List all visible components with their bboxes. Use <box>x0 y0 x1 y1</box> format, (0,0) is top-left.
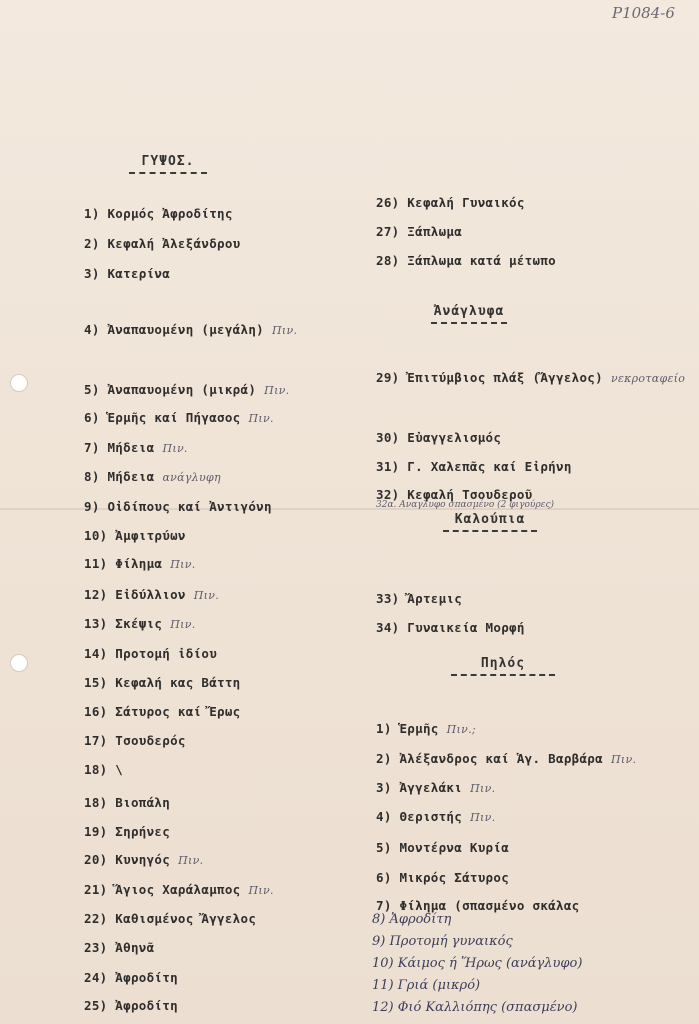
punch-hole-bottom <box>10 654 28 672</box>
list-item <box>84 322 297 337</box>
handwritten-annotation: Πιν. <box>248 412 274 425</box>
list-item <box>376 751 636 766</box>
list-item <box>84 236 241 251</box>
item-label: 31) Γ. Χαλεπᾶς καί Εἰρήνη <box>376 459 572 474</box>
item-label: 24) Ἀφροδίτη <box>84 970 178 985</box>
list-item <box>84 206 233 221</box>
list-item <box>84 556 196 571</box>
item-label: 6) Ἑρμῆς καί Πήγασος <box>84 410 241 425</box>
handwritten-annotation: Πιν. <box>178 854 204 867</box>
item-label: 27) Ξάπλωμα <box>376 224 463 239</box>
handwritten-annotation: Πιν. <box>610 753 637 766</box>
handwritten-annotation: Πιν. <box>470 811 496 824</box>
item-label: 11) Φίλημα <box>84 556 163 571</box>
list-item <box>84 852 203 867</box>
item-label: 7) Μήδεια <box>84 440 155 455</box>
item-label: 14) Προτομή ἰδίου <box>84 646 218 661</box>
list-item <box>376 870 509 885</box>
handwritten-annotation: Πιν.; <box>446 723 476 736</box>
item-label: 5) Ἀναπαυομένη (μικρά) <box>84 382 257 397</box>
item-label: 34) Γυναικεία Μορφή <box>376 620 525 635</box>
punch-hole-top <box>10 374 28 392</box>
list-item <box>84 528 186 543</box>
list-item <box>84 499 272 514</box>
reference-number: P1084-6 <box>612 4 675 22</box>
item-label: 2) Ἀλέξανδρος καί Ἁγ. Βαρβάρα <box>376 751 603 766</box>
list-item <box>84 646 217 661</box>
item-label: 32) Κεφαλή Τσουδεροῦ <box>376 487 533 502</box>
item-label: 15) Κεφαλή κας Βάττη <box>84 675 241 690</box>
item-label: 23) Ἀθηνᾶ <box>84 940 155 955</box>
list-item <box>84 795 170 810</box>
item-label: 6) Μικρός Σάτυρος <box>376 870 510 885</box>
item-label: 16) Σάτυρος καί Ἔρως <box>84 704 241 719</box>
item-label: 3) Κατερίνα <box>84 266 171 281</box>
item-label: 5) Μοντέρνα Κυρία <box>376 840 510 855</box>
item-label: 30) Εὐαγγελισμός <box>376 430 502 445</box>
list-item <box>376 809 495 824</box>
handwritten-annotation: Πιν. <box>162 442 188 455</box>
list-item <box>84 469 221 484</box>
handwritten-list-item: 8) Ἀφροδίτη <box>372 912 452 927</box>
item-label: 26) Κεφαλή Γυναικός <box>376 195 525 210</box>
list-item <box>84 587 219 602</box>
list-item <box>376 620 525 635</box>
item-label: 4) Ἀναπαυομένη (μεγάλη) <box>84 322 264 337</box>
list-item <box>376 430 501 445</box>
item-label: 20) Κυνηγός <box>84 852 171 867</box>
list-item <box>84 704 241 719</box>
handwritten-note-32a: 32α. Αναγλυφο σπασμένο (2 φιγούρες) <box>376 500 555 510</box>
list-item <box>84 675 241 690</box>
handwritten-annotation: Πιν. <box>248 884 274 897</box>
item-label: 18) \ <box>84 762 124 777</box>
list-item <box>84 882 274 897</box>
handwritten-annotation: Πιν. <box>272 324 298 337</box>
item-label: 29) Ἐπιτύμβιος πλάξ (Ἄγγελος) <box>376 370 603 385</box>
item-label: 9) Οἰδίπους καί Ἀντιγόνη <box>84 499 272 514</box>
item-label: 13) Σκέψις <box>84 616 163 631</box>
list-item <box>376 780 495 795</box>
item-label: 21) Ἅγιος Χαράλαμπος <box>84 882 241 897</box>
list-item <box>376 721 476 736</box>
heading-casts: Καλούπια <box>440 512 540 532</box>
list-item <box>376 840 509 855</box>
list-item <box>84 733 186 748</box>
handwritten-list-item: 12) Φιό Καλλιόπης (σπασμένο) <box>372 1000 578 1015</box>
item-label: 8) Μήδεια <box>84 469 155 484</box>
handwritten-annotation: Πιν. <box>170 618 196 631</box>
item-label: 2) Κεφαλή Ἀλεξάνδρου <box>84 236 241 251</box>
item-label: 17) Τσουδερός <box>84 733 186 748</box>
list-item <box>84 911 256 926</box>
item-label: 1) Κορμός Ἀφροδίτης <box>84 206 233 221</box>
heading-clay: Πηλός <box>448 656 558 676</box>
list-item <box>84 762 123 777</box>
item-label: 10) Ἀμφιτρύων <box>84 528 186 543</box>
handwritten-annotation: Πιν. <box>193 589 220 602</box>
heading-reliefs: Ἀνάγλυφα <box>424 304 514 324</box>
item-label: 25) Ἀφροδίτη <box>84 998 178 1013</box>
handwritten-list-item: 10) Κάιμος ή Ἥρως (ανάγλυφο) <box>372 956 583 971</box>
list-item <box>84 970 178 985</box>
handwritten-annotation: Πιν. <box>470 782 496 795</box>
list-item <box>376 459 572 474</box>
list-item <box>84 940 154 955</box>
list-item <box>376 195 525 210</box>
item-label: 1) Ἑρμῆς <box>376 721 439 736</box>
list-item <box>376 224 462 239</box>
handwritten-annotation: νεκροταφείο <box>610 372 686 385</box>
list-item <box>376 898 579 913</box>
list-item <box>376 591 462 606</box>
list-item <box>376 253 556 268</box>
handwritten-annotation: Πιν. <box>264 384 290 397</box>
handwritten-list-item: 11) Γριά (μικρό) <box>372 978 481 993</box>
item-label: 12) Εἰδύλλιον <box>84 587 186 602</box>
list-item <box>84 410 274 425</box>
item-label: 3) Ἀγγελάκι <box>376 780 463 795</box>
list-item <box>376 370 685 385</box>
item-label: 19) Σηρήνες <box>84 824 171 839</box>
list-item <box>84 998 178 1013</box>
list-item <box>84 824 170 839</box>
list-item <box>84 440 188 455</box>
handwritten-annotation: ανάγλυφη <box>162 471 221 484</box>
item-label: 18) Βιοπάλη <box>84 795 171 810</box>
list-item <box>84 266 170 281</box>
item-label: 28) Ξάπλωμα κατά μέτωπο <box>376 253 556 268</box>
item-label: 7) Φίλημα (σπασμένο σκάλας <box>376 898 580 913</box>
list-item <box>84 382 289 397</box>
handwritten-list-item: 9) Προτομή γυναικός <box>372 934 513 949</box>
list-item <box>84 616 196 631</box>
item-label: 33) Ἄρτεμις <box>376 591 463 606</box>
heading-plaster: ΓΥΨΟΣ. <box>128 154 208 174</box>
item-label: 22) Καθισμένος Ἄγγελος <box>84 911 257 926</box>
item-label: 4) Θεριστής <box>376 809 463 824</box>
handwritten-annotation: Πιν. <box>170 558 196 571</box>
